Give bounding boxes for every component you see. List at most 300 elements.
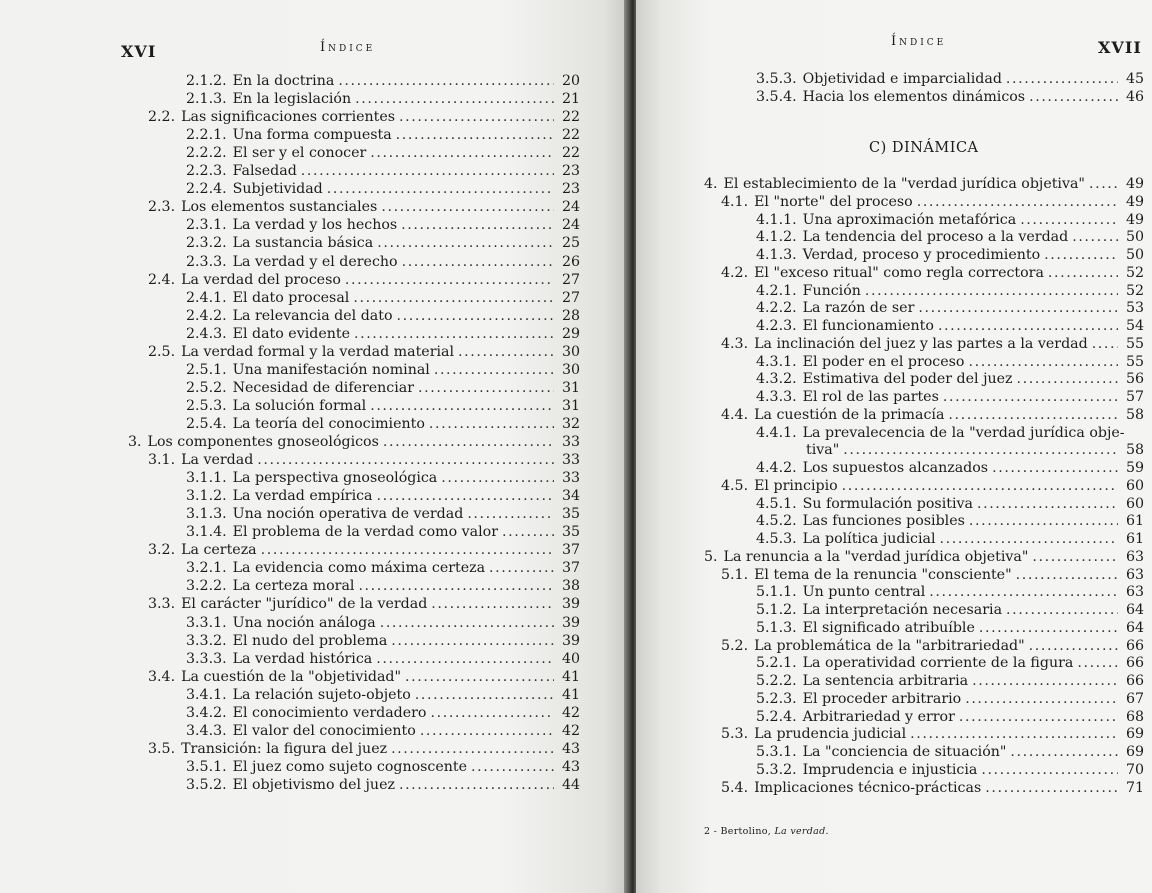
toc-entry-title: La sustancia básica [232,235,374,252]
toc-entry [756,761,1144,779]
toc-entry-page: 39 [561,632,580,649]
toc-entry-page: 27 [561,271,580,288]
toc-entry-page: 64 [1125,602,1144,618]
toc-entry-title: El tema de la renuncia "consciente" [754,566,1012,583]
toc-entry-number: 2.5.1. [186,361,227,378]
toc-entry-number: 3.1. [148,452,176,469]
toc-entry-page: 44 [561,776,580,793]
toc-entry-page: 37 [561,542,580,559]
toc-entry-title: La verdad y el derecho [232,253,398,270]
toc-entry-number: 2.2.4. [186,181,227,198]
toc-entry [128,433,580,451]
toc-entry-page: 66 [1125,637,1144,654]
toc-entry-page: 33 [561,470,580,487]
toc-entry-number: 2.1.3. [186,91,227,108]
leader-dots [917,193,1118,211]
toc-entry [148,271,580,289]
toc-entry-number: 4.1.1. [756,211,797,228]
toc-entry [756,708,1144,726]
leader-dots [471,758,554,776]
toc-entry-title: tiva" [806,442,840,459]
toc-entry-page: 59 [1125,460,1144,476]
toc-entry [756,370,1144,388]
toc-entry [756,211,1144,229]
toc-entry-title: Falsedad [232,163,297,180]
toc-entry [756,353,1144,371]
toc-entry-title: Las funciones posibles [802,513,965,530]
leader-dots [377,234,554,252]
leader-dots [402,253,554,271]
toc-entry-title: La razón de ser [802,300,915,317]
toc-entry [186,776,580,794]
toc-entry-title: Su formulación positiva [802,495,973,512]
toc-entry-number: 2.4.1. [186,289,227,306]
leader-dots [842,477,1118,495]
toc-entry-page: 61 [1125,513,1144,530]
right-page-number: XVII [1098,38,1142,57]
toc-entry [148,595,580,613]
right-page [636,0,1152,893]
toc-entry-number: 4.1.3. [756,247,797,263]
toc-entry-title: La inclinación del juez y las partes a la verdad [754,335,1088,352]
toc-entry-number: 2.2. [148,109,176,126]
leader-dots [418,379,554,397]
toc-entry-title: La evidencia como máxima certeza [232,560,486,577]
leader-dots [458,343,554,361]
toc-entry-title: La política judicial [802,531,936,547]
toc-entry-page: 39 [561,596,580,613]
toc-entry-page: 67 [1125,690,1144,707]
toc-entry [186,487,580,505]
toc-entry-title: Transición: la figura del juez [181,740,388,757]
toc-entry [721,406,1144,424]
leader-dots [420,722,554,740]
toc-entry-page: 29 [561,325,580,342]
toc-entry-page: 53 [1125,300,1144,317]
toc-entry-title: El ser y el conocer [232,145,367,162]
toc-entry-title: Una forma compuesta [232,127,392,144]
toc-entry-title: El carácter "jurídico" de la verdad [181,596,428,613]
toc-entry-page: 52 [1125,264,1144,281]
leader-dots [429,415,554,433]
leader-dots [972,672,1118,690]
leader-dots [370,397,554,415]
toc-entry-title: La renuncia a la "verdad jurídica objetiva" [723,548,1029,565]
toc-entry-number: 3.4.2. [186,704,227,721]
toc-entry [721,264,1144,282]
toc-entry-page: 56 [1125,371,1144,388]
toc-entry [756,88,1144,106]
toc-entry-page: 55 [1125,353,1144,370]
toc-entry-page: 24 [561,217,580,234]
leader-dots [1020,211,1118,229]
toc-entry-title: La prevalecencia de la "verdad jurídica obje- [802,424,1125,441]
toc-entry [756,70,1144,88]
toc-entry-number: 4.5. [721,477,749,494]
toc-entry-page: 35 [561,506,580,523]
toc-entry-page: 35 [561,524,580,541]
toc-entry [756,690,1144,708]
toc-entry [186,289,580,307]
leader-dots [381,198,554,216]
toc-entry-number: 5. [704,548,718,565]
toc-entry-title: Las significaciones corrientes [181,109,396,126]
toc-entry-title: Una noción análoga [232,614,376,631]
toc-entry-title: El conocimiento verdadero [232,704,427,721]
leader-dots [396,307,554,325]
toc-entry-page: 33 [561,434,580,450]
toc-entry-title: Necesidad de diferenciar [232,379,415,396]
toc-entry-number: 5.3.1. [756,744,797,760]
toc-entry-number: 2.5.2. [186,379,227,396]
leader-dots [391,632,554,650]
leader-dots [910,725,1118,743]
toc-entry-page: 45 [1125,71,1144,87]
toc-entry-page: 42 [561,722,580,739]
toc-entry-page: 22 [561,109,580,126]
toc-entry-title: Los supuestos alcanzados [802,460,989,476]
toc-entry-page: 46 [1125,89,1144,106]
toc-entry-number: 4.3. [721,335,749,352]
toc-entry-title: El objetivismo del juez [232,776,395,793]
leader-dots [415,686,554,704]
toc-entry-number: 3.3.3. [186,650,227,667]
toc-entry [756,424,1144,442]
toc-entry [186,180,580,198]
leader-dots [969,512,1118,530]
leader-dots [843,441,1118,459]
toc-entry [186,307,580,325]
leader-dots [1006,601,1118,619]
toc-entry-number: 5.1.2. [756,602,797,618]
toc-entry-page: 70 [1125,761,1144,778]
toc-entry [756,317,1144,335]
toc-entry-page: 27 [561,289,580,306]
toc-entry [186,216,580,234]
leader-dots [358,577,554,595]
toc-entry-title: La "conciencia de situación" [802,744,1007,760]
toc-entry-title: El poder en el proceso [802,353,965,370]
toc-entry [756,619,1144,637]
toc-entry-title: Estimativa del poder del juez [802,371,1013,388]
toc-entry-title: El dato evidente [232,325,350,342]
toc-entry-title: La certeza [181,542,257,559]
toc-entry-title: La verdad [181,452,254,469]
leader-dots [985,779,1118,797]
toc-entry-title: El funcionamiento [802,318,934,334]
toc-entry-page: 37 [561,560,580,577]
toc-entry-page: 23 [561,181,580,198]
toc-entry [186,253,580,271]
toc-entry [756,512,1144,530]
toc-entry-number: 3.5.1. [186,758,227,775]
toc-entry-page: 66 [1125,655,1144,672]
toc-entry [186,415,580,433]
leader-dots [405,668,554,686]
leader-dots [257,451,554,469]
toc-entry-title: Los componentes gnoseológicos [147,434,379,450]
toc-entry-page: 60 [1125,477,1144,494]
leader-dots [383,433,554,451]
toc-entry-title: Objetividad e imparcialidad [802,71,1002,87]
toc-entry-page: 39 [561,614,580,631]
toc-entry-number: 3. [128,434,142,450]
toc-entry-number: 3.2. [148,542,176,559]
toc-entry [704,175,1144,193]
toc-entry-page: 20 [561,73,580,89]
toc-entry-page: 54 [1125,318,1144,334]
toc-entry-title: La relevancia del dato [232,307,393,324]
toc-entry-number: 2.2.2. [186,145,227,162]
toc-entry [756,743,1144,761]
toc-entry-page: 55 [1125,335,1144,352]
toc-entry [186,144,580,162]
toc-entry-number: 3.1.1. [186,470,227,487]
toc-entry-title: Verdad, proceso y procedimiento [802,247,1041,263]
toc-entry-page: 63 [1125,566,1144,583]
toc-entry [721,193,1144,211]
toc-entry-page: 22 [561,127,580,144]
toc-entry-page: 32 [561,415,580,432]
toc-entry-number: 2.3. [148,199,176,216]
toc-entry-title: El nudo del problema [232,632,388,649]
leader-dots [943,388,1118,406]
toc-entry-title: Un punto central [802,584,926,601]
toc-entry [756,282,1144,300]
toc-entry [756,583,1144,601]
toc-entry-number: 4.1.2. [756,229,797,246]
toc-entry-number: 2.4.3. [186,325,227,342]
toc-entry [148,343,580,361]
toc-entry [721,725,1144,743]
toc-entry-number: 2.5. [148,343,176,360]
leader-dots [981,761,1118,779]
leader-dots [399,108,554,126]
leader-dots [301,162,554,180]
toc-entry-number: 5.2.4. [756,708,797,725]
toc-entry [186,361,580,379]
toc-entry-page: 33 [561,452,580,469]
toc-entry-number: 4.5.2. [756,513,797,530]
toc-entry [148,541,580,559]
toc-entry-title: La solución formal [232,397,367,414]
toc-entry-page: 34 [561,488,580,505]
toc-entry-page: 30 [561,361,580,378]
leader-dots [489,559,554,577]
toc-entry-title: Función [802,282,861,299]
leader-dots [1092,335,1118,353]
toc-entry [756,672,1144,690]
toc-entry-page: 49 [1125,176,1144,192]
leader-dots [977,495,1118,513]
leader-dots [1016,566,1118,584]
toc-entry-title: Hacia los elementos dinámicos [802,89,1026,106]
toc-entry-page: 43 [561,758,580,775]
toc-entry-number: 5.2.2. [756,673,797,689]
toc-entry [186,162,580,180]
toc-entry [148,740,580,758]
toc-entry-page: 69 [1125,744,1144,760]
right-page-header: Índice [891,34,947,49]
toc-entry [186,632,580,650]
toc-entry-page: 68 [1125,708,1144,725]
toc-entry-title: La verdad histórica [232,650,373,667]
toc-entry-page: 57 [1125,389,1144,405]
toc-entry-number: 4.5.1. [756,495,797,512]
toc-entry [721,566,1144,584]
left-page-header: Índice [320,40,376,55]
leader-dots [1072,228,1118,246]
toc-entry-page: 66 [1125,673,1144,689]
toc-entry-number: 4.2.2. [756,300,797,317]
toc-entry-title: La verdad formal y la verdad material [181,343,455,360]
leader-dots [376,650,554,668]
leader-dots [380,614,554,632]
leader-dots [327,180,554,198]
toc-entry-number: 2.3.2. [186,235,227,252]
leader-dots [918,299,1118,317]
toc-entry-page: 30 [561,343,580,360]
toc-entry-number: 4.1. [721,193,749,210]
toc-entry-title: La certeza moral [232,578,355,595]
toc-entry [186,650,580,668]
toc-entry-number: 5.1.1. [756,584,797,601]
toc-entry [186,577,580,595]
toc-entry-title: La cuestión de la primacía [754,406,945,423]
toc-entry-page: 61 [1125,531,1144,547]
toc-entry-number: 3.4.3. [186,722,227,739]
toc-entry-page: 31 [561,379,580,396]
section-heading: C) DINÁMICA [869,140,979,156]
toc-entry-page: 60 [1125,495,1144,512]
toc-entry-page: 64 [1125,619,1144,636]
toc-entry-title: El "exceso ritual" como regla correctora [754,264,1044,281]
toc-entry-title: El "norte" del proceso [754,193,913,210]
toc-entry-number: 5.1. [721,566,749,583]
toc-entry-title: Una aproximación metafórica [802,211,1017,228]
toc-entry-page: 52 [1125,282,1144,299]
toc-entry-title: El significado atribuíble [802,619,975,636]
toc-entry-page: 49 [1125,211,1144,228]
leader-dots [929,583,1118,601]
toc-entry-title: La operatividad corriente de la figura [802,655,1074,672]
toc-entry-number: 4.4.1. [756,424,797,441]
toc-entry-number: 3.2.1. [186,560,227,577]
leader-dots [353,289,554,307]
toc-entry-number: 4.3.3. [756,389,797,405]
toc-entry-title: La cuestión de la "objetividad" [181,668,402,685]
leader-dots [1006,70,1118,88]
leader-dots [865,282,1118,300]
toc-entry-number: 2.5.3. [186,397,227,414]
toc-entry-number: 2.2.3. [186,163,227,180]
toc-entry-title: En la legislación [232,91,352,108]
toc-entry-number: 5.2.1. [756,655,797,672]
toc-entry [721,779,1144,797]
toc-entry-title: La tendencia del proceso a la verdad [802,229,1069,246]
toc-entry [186,758,580,776]
leader-dots [431,595,554,613]
toc-entry-title: La verdad del proceso [181,271,341,288]
leader-dots [370,144,554,162]
toc-entry [756,601,1144,619]
toc-entry [756,654,1144,672]
leader-dots [1077,654,1118,672]
toc-entry [186,325,580,343]
leader-dots [959,708,1118,726]
toc-entry-page: 63 [1125,548,1144,565]
leader-dots [948,406,1118,424]
toc-entry-page: 69 [1125,726,1144,743]
toc-entry-page: 50 [1125,229,1144,246]
toc-entry-number: 4.3.2. [756,371,797,388]
toc-entry-title: La interpretación necesaria [802,602,1003,618]
toc-entry [756,530,1144,548]
toc-entry-title: Subjetividad [232,181,323,198]
leader-dots [502,523,554,541]
toc-entry-number: 3.5.3. [756,71,797,87]
toc-entry [186,234,580,252]
toc-entry-title: Los elementos sustanciales [181,199,378,216]
toc-entry [186,559,580,577]
toc-entry-number: 4.5.3. [756,531,797,547]
toc-entry-page: 43 [561,740,580,757]
leader-dots [377,487,554,505]
leader-dots [1010,743,1118,761]
toc-entry-title: La problemática de la "arbitrariedad" [754,637,1025,654]
toc-entry-title: En la doctrina [232,73,335,89]
toc-entry-page: 49 [1125,193,1144,210]
leader-dots [1048,264,1118,282]
toc-entry [186,469,580,487]
toc-entry-number: 3.2.2. [186,578,227,595]
toc-entry [148,108,580,126]
toc-entry-number: 5.2. [721,637,749,654]
toc-entry-title: La verdad empírica [232,488,373,505]
toc-entry-title: El juez como sujeto cognoscente [232,758,467,775]
toc-entry [721,477,1144,495]
toc-entry-title: La relación sujeto-objeto [232,686,411,703]
toc-entry [186,722,580,740]
toc-entry [186,704,580,722]
leader-dots [940,530,1119,548]
toc-entry-page: 63 [1125,584,1144,601]
toc-entry-page: 26 [561,253,580,270]
toc-entry [186,614,580,632]
toc-entry-page: 31 [561,397,580,414]
toc-entry [148,668,580,686]
toc-entry-number: 3.1.3. [186,506,227,523]
toc-entry-title: La verdad y los hechos [232,217,398,234]
toc-entry-number: 2.2.1. [186,127,227,144]
toc-entry-number: 5.4. [721,779,749,796]
leader-dots [401,216,554,234]
toc-entry [756,388,1144,406]
toc-entry-number: 5.3. [721,726,749,743]
leader-dots [345,271,554,289]
toc-entry-number: 3.4.1. [186,686,227,703]
toc-entry-number: 5.3.2. [756,761,797,778]
toc-entry-page: 50 [1125,247,1144,263]
toc-entry-title: La perspectiva gnoseológica [232,470,438,487]
leader-dots [938,317,1118,335]
toc-entry-page: 41 [561,686,580,703]
toc-entry-number: 4.4. [721,406,749,423]
leader-dots [1032,548,1118,566]
toc-entry-page: 22 [561,145,580,162]
toc-entry-title: Una noción operativa de verdad [232,506,464,523]
toc-entry [186,379,580,397]
